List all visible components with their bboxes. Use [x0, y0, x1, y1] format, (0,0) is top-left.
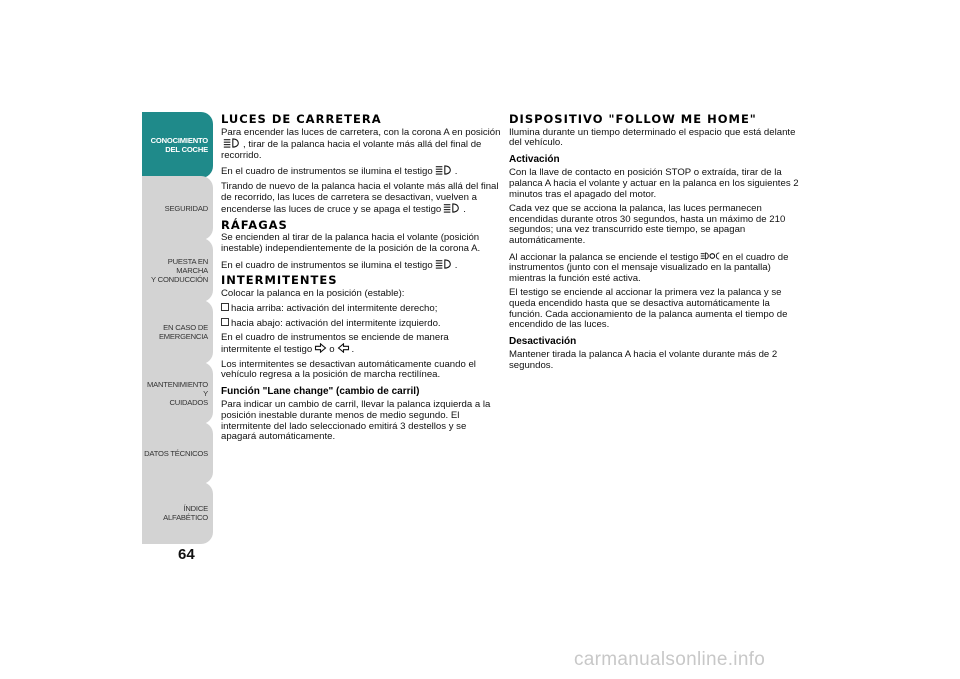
- paragraph: En el cuadro de instrumentos se ilumina el testigo .: [221, 166, 458, 178]
- paragraph: Cada vez que se acciona la palanca, las luces permanecen encendidas durante otros 30 segundos, hasta un máximo de 210 segundos; una vez transcurrido este tiempo, se apagan automáticamente.: [509, 203, 786, 246]
- tab-conocimiento-del-coche[interactable]: CONOCIMIENTO DEL COCHE: [142, 112, 213, 178]
- subsection-title-lane-change: Función "Lane change" (cambio de carril): [221, 385, 420, 397]
- watermark: carmanualsonline.info: [574, 649, 766, 670]
- paragraph: Colocar la palanca en la posición (estable):: [221, 287, 405, 299]
- left-column: [221, 110, 501, 447]
- turn-left-arrow-icon: [337, 343, 350, 353]
- paragraph: En el cuadro de instrumentos se enciende de manera intermitente el testigo o .: [221, 331, 449, 356]
- tab-datos-tecnicos[interactable]: DATOS TÉCNICOS: [142, 422, 213, 484]
- subsection-title-activacion: Activación: [509, 153, 560, 165]
- high-beam-icon: [223, 138, 241, 148]
- section-title-rafagas: RÁFAGAS: [221, 217, 288, 232]
- subsection-title-desactivacion: Desactivación: [509, 335, 577, 347]
- paragraph: El testigo se enciende al accionar la primera vez la palanca y se queda encendido hasta que se desactiva automáticamente la función. Cada accionamiento de la palanca aumenta el tiempo de encendido de las luces.: [509, 287, 788, 331]
- paragraph: Para indicar un cambio de carril, llevar la palanca izquierda a la posición inestable durante menos de medio segundo. El intermitente del lado seleccionado emitirá 3 destellos y se apagará automáticamente.: [221, 399, 491, 443]
- chapter-tabs: [142, 112, 213, 542]
- paragraph: En el cuadro de instrumentos se ilumina el testigo .: [221, 259, 458, 271]
- tab-en-caso-de-emergencia[interactable]: EN CASO DE EMERGENCIA: [142, 300, 213, 364]
- section-title-follow-me-home: DISPOSITIVO "FOLLOW ME HOME": [509, 112, 757, 126]
- paragraph: Con la llave de contacto en posición STOP o extraída, tirar de la palanca A hacia el volante y actuar en la palanca en los siguientes 2 minutos tras el apagado del motor.: [509, 167, 799, 200]
- tab-indice-alfabetico[interactable]: ÍNDICE ALFABÉTICO: [142, 482, 213, 544]
- bullet-icon: [221, 303, 229, 311]
- list-item: hacia abajo: activación del intermitente izquierdo.: [221, 318, 501, 330]
- high-beam-icon: [435, 259, 453, 269]
- tab-mantenimiento[interactable]: MANTENIMIENTO Y CUIDADOS: [142, 362, 213, 424]
- right-column: [509, 110, 799, 375]
- paragraph: Se encienden al tirar de la palanca hacia el volante (posición inestable) independientemente de la posición de la corona A.: [221, 232, 481, 254]
- paragraph: Mantener tirada la palanca A hacia el volante durante más de 2 segundos.: [509, 349, 778, 371]
- bullet-icon: [221, 318, 229, 326]
- turn-right-arrow-icon: [314, 343, 327, 353]
- page-number: 64: [178, 546, 195, 563]
- paragraph: Para encender las luces de carretera, con la corona A en posición , tirar de la palanca hacia el volante más allá del final de recorrido.: [221, 126, 501, 161]
- tab-puesta-en-marcha[interactable]: PUESTA EN MARCHA Y CONDUCCIÓN: [142, 238, 213, 302]
- list-item: hacia arriba: activación del intermitente derecho;: [221, 303, 501, 315]
- paragraph: Ilumina durante un tiempo determinado el espacio que está delante del vehículo.: [509, 126, 796, 149]
- high-beam-icon: [443, 203, 461, 213]
- follow-me-home-icon: [700, 251, 720, 261]
- paragraph: Los intermitentes se desactivan automáticamente cuando el vehículo regresa a la posición de marcha rectilínea.: [221, 358, 476, 381]
- high-beam-icon: [435, 165, 453, 175]
- tab-seguridad[interactable]: SEGURIDAD: [142, 176, 213, 240]
- paragraph: Al accionar la palanca se enciende el testigo en el cuadro de instrumentos (junto con el mensaje visualizado en la pantalla) mientras la función esté activa.: [509, 251, 789, 284]
- section-title-intermitentes: INTERMITENTES: [221, 273, 338, 288]
- paragraph: Tirando de nuevo de la palanca hacia el volante más allá del final de recorrido, las luces de carretera se desactivan, vuelven a encenderse las luces de cruce y se apaga el testigo .: [221, 180, 499, 216]
- section-title-luces-de-carretera: LUCES DE CARRETERA: [221, 112, 382, 126]
